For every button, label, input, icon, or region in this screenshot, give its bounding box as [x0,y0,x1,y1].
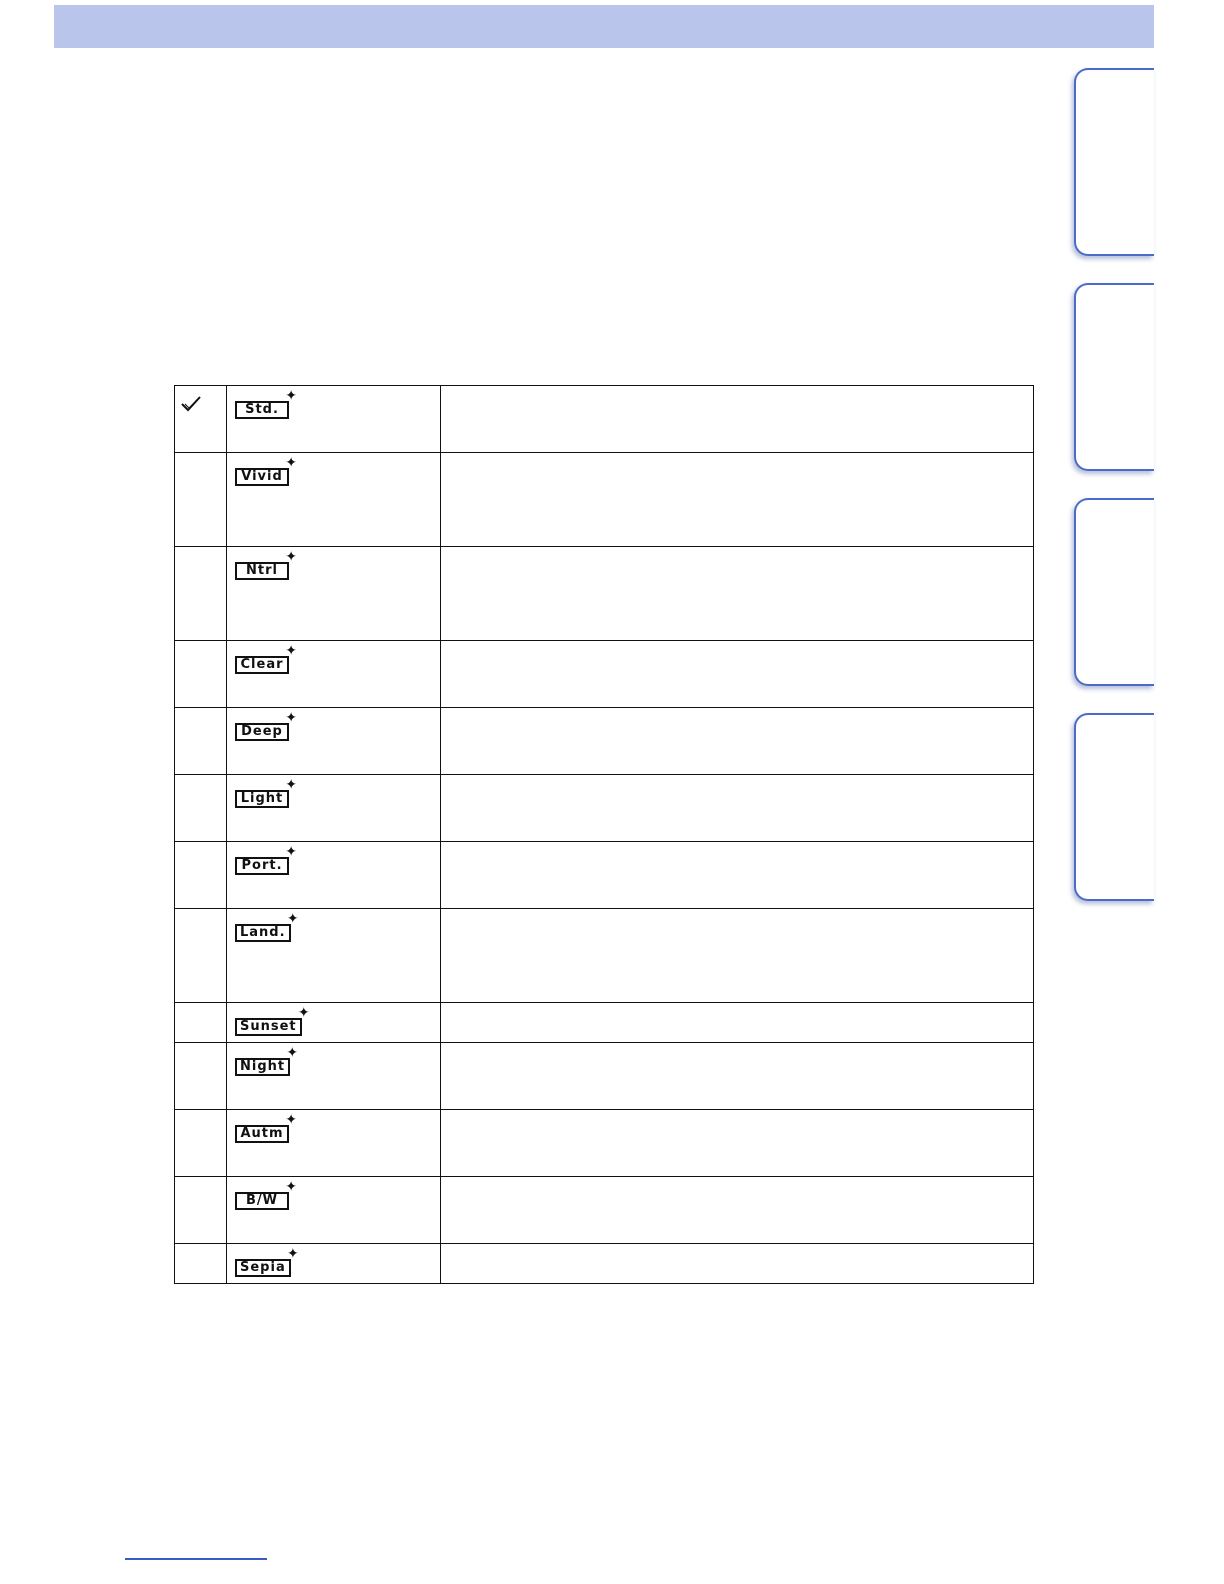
mode-icon-cell [227,1003,441,1043]
sparkle-icon: ✦ [285,549,297,565]
side-tab-3[interactable] [1074,498,1154,686]
default-marker-cell [175,708,227,775]
mode-label: Night [235,1058,290,1076]
creative-style-icon [235,455,297,486]
creative-style-icon [235,777,297,808]
table-row [175,909,1034,1003]
mode-icon-cell [227,1244,441,1284]
default-marker-cell [175,453,227,547]
sparkle-icon: ✦ [286,1045,299,1061]
mode-icon-cell [227,547,441,641]
mode-description [441,775,1034,842]
mode-label: B/W [235,1192,289,1210]
checkmark-icon [180,395,202,413]
mode-description [441,708,1034,775]
mode-label: Vivid [235,468,289,486]
side-tab-1[interactable] [1074,68,1154,256]
mode-icon-cell [227,909,441,1003]
mode-description [441,842,1034,909]
table-row [175,842,1034,909]
creative-style-icon [235,710,297,741]
mode-icon-cell [227,775,441,842]
default-marker-cell [175,1003,227,1043]
creative-style-icon [235,1005,310,1036]
creative-style-icon [235,911,299,942]
mode-label: Port. [235,857,289,875]
mode-description [441,386,1034,453]
creative-style-icon [235,643,297,674]
default-marker-cell [175,909,227,1003]
mode-description [441,641,1034,708]
table-row [175,547,1034,641]
mode-label: Light [235,790,289,808]
mode-label: Std. [235,401,289,419]
table-row [175,1244,1034,1284]
sparkle-icon: ✦ [285,1112,297,1128]
table-row [175,1110,1034,1177]
sparkle-icon: ✦ [286,911,299,927]
creative-style-icon [235,1179,297,1210]
mode-description [441,909,1034,1003]
mode-icon-cell [227,386,441,453]
side-tab-2[interactable] [1074,283,1154,471]
mode-description [441,1244,1034,1284]
table-row [175,641,1034,708]
mode-icon-cell [227,1043,441,1110]
default-marker-cell [175,842,227,909]
default-marker-cell [175,386,227,453]
side-tab-4[interactable] [1074,713,1154,901]
mode-icon-cell [227,842,441,909]
table-row [175,775,1034,842]
mode-description [441,453,1034,547]
table-row [175,708,1034,775]
creative-style-icon [235,549,297,580]
mode-icon-cell [227,708,441,775]
sparkle-icon: ✦ [285,844,297,860]
footer-link[interactable] [125,1558,267,1560]
mode-description [441,1003,1034,1043]
creative-style-icon [235,1246,299,1277]
default-marker-cell [175,1244,227,1284]
sparkle-icon: ✦ [286,1246,299,1262]
creative-style-icon [235,388,297,419]
sparkle-icon: ✦ [297,1005,310,1021]
table-row [175,1177,1034,1244]
mode-label: Autm [235,1125,289,1143]
sparkle-icon: ✦ [285,643,297,659]
mode-label: Clear [235,656,289,674]
default-marker-cell [175,1110,227,1177]
mode-label: Sepia [235,1259,291,1277]
mode-label: Deep [235,723,289,741]
mode-icon-cell [227,641,441,708]
mode-description [441,1110,1034,1177]
creative-style-icon [235,1112,297,1143]
mode-label: Land. [235,924,291,942]
table-row [175,453,1034,547]
sparkle-icon: ✦ [285,777,297,793]
table-row [175,1043,1034,1110]
sparkle-icon: ✦ [285,455,297,471]
mode-label: Ntrl [235,562,289,580]
sparkle-icon: ✦ [285,1179,297,1195]
creative-style-table [174,385,1034,1284]
creative-style-icon [235,844,297,875]
table-row [175,386,1034,453]
default-marker-cell [175,641,227,708]
sparkle-icon: ✦ [285,710,297,726]
default-marker-cell [175,1043,227,1110]
mode-description [441,1043,1034,1110]
sparkle-icon: ✦ [285,388,297,404]
mode-icon-cell [227,1110,441,1177]
mode-icon-cell [227,1177,441,1244]
mode-description [441,547,1034,641]
page-header-bar [54,5,1154,48]
table-row [175,1003,1034,1043]
mode-label: Sunset [235,1018,302,1036]
default-marker-cell [175,775,227,842]
default-marker-cell [175,547,227,641]
mode-description [441,1177,1034,1244]
creative-style-icon [235,1045,299,1076]
mode-icon-cell [227,453,441,547]
default-marker-cell [175,1177,227,1244]
